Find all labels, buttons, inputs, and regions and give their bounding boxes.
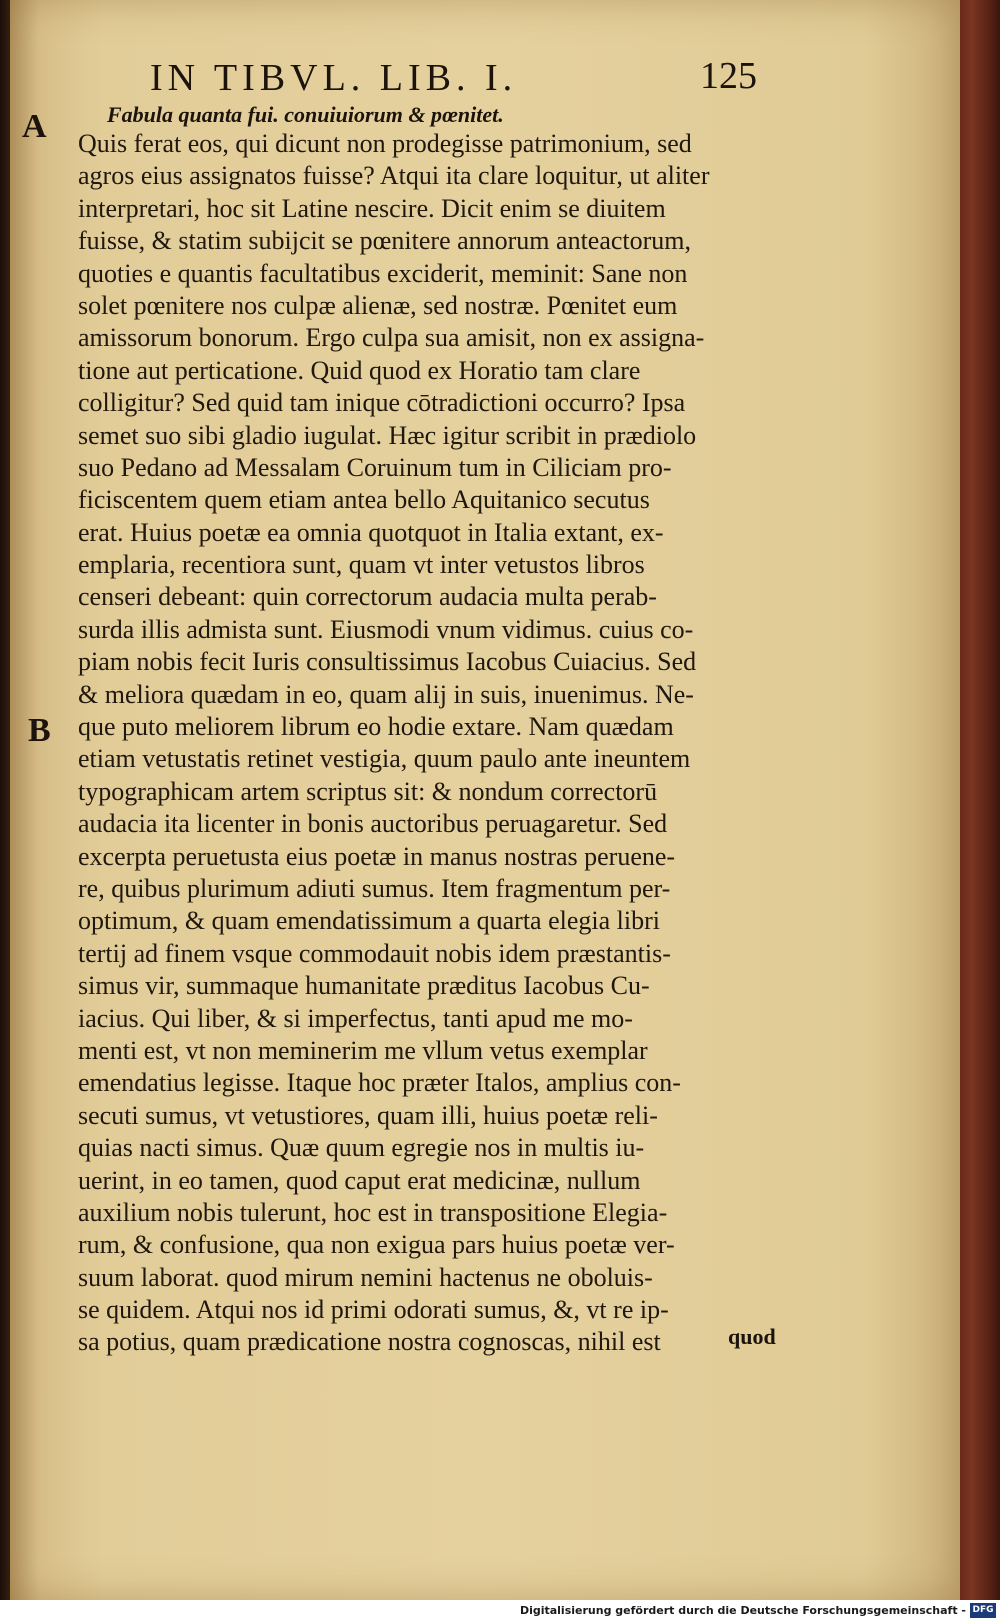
text-line: uerint, in eo tamen, quod caput erat medicinæ, nullum	[78, 1165, 641, 1195]
text-line: amissorum bonorum. Ergo culpa sua amisit, non ex assigna-	[78, 323, 705, 353]
text-line: emplaria, recentiora sunt, quam vt inter vetustos libros	[78, 550, 645, 580]
section-heading: Fabula quanta fui. conuiuiorum & pœnitet.	[107, 102, 504, 127]
text-line: etiam vetustatis retinet vestigia, quum paulo ante ineuntem	[78, 744, 691, 774]
book-page	[10, 0, 960, 1600]
text-line: semet suo sibi gladio iugulat. Hæc igitur scribit in prædiolo	[78, 420, 697, 450]
text-line: que puto meliorem librum eo hodie extare. Nam quædam	[78, 712, 674, 742]
text-line: piam nobis fecit Iuris consultissimus Iacobus Cuiacius. Sed	[78, 647, 697, 677]
book-binding-right	[960, 0, 1000, 1600]
text-line: audacia ita licenter in bonis auctoribus peruagaretur. Sed	[78, 809, 668, 839]
body-text	[78, 128, 780, 1359]
text-line: ficiscentem quem etiam antea bello Aquitanico secutus	[78, 485, 650, 515]
dfg-logo-icon: DFG	[970, 1603, 996, 1618]
text-line: menti est, vt non meminerim me vllum vetus exemplar	[78, 1035, 648, 1065]
text-line: quoties e quantis facultatibus exciderit, meminit: Sane non	[78, 258, 688, 288]
text-line: solet pœnitere nos culpæ alienæ, sed nostræ. Pœnitet eum	[78, 290, 678, 320]
margin-letter-a: A	[22, 108, 47, 145]
text-line: rum, & confusione, qua non exigua pars huius poetæ ver-	[78, 1230, 675, 1260]
text-line: optimum, & quam emendatissimum a quarta elegia libri	[78, 906, 660, 936]
text-line: suum laborat. quod mirum nemini hactenus ne oboluis-	[78, 1262, 653, 1292]
text-line: re, quibus plurimum adiuti sumus. Item fragmentum per-	[78, 873, 671, 903]
text-line: tertij ad finem vsque commodauit nobis idem præstantis-	[78, 938, 671, 968]
text-line: & meliora quædam in eo, quam alij in suis, inuenimus. Ne-	[78, 679, 694, 709]
text-line: se quidem. Atqui nos id primi odorati sumus, &, vt re ip-	[78, 1295, 669, 1325]
page-number: 125	[700, 55, 757, 97]
text-line: agros eius assignatos fuisse? Atqui ita clare loquitur, ut aliter	[78, 161, 710, 191]
text-line: typographicam artem scriptus sit: & nondum correctorū	[78, 776, 658, 806]
text-line: simus vir, summaque humanitate præditus Iacobus Cu-	[78, 971, 650, 1001]
text-line: surda illis admista sunt. Eiusmodi vnum vidimus. cuius co-	[78, 614, 694, 644]
text-line: quias nacti simus. Quæ quum egregie nos in multis iu-	[78, 1133, 645, 1163]
funding-credit: Digitalisierung gefördert durch die Deutsche Forschungsgemeinschaft -	[519, 1604, 966, 1617]
text-line: suo Pedano ad Messalam Coruinum tum in Ciliciam pro-	[78, 452, 672, 482]
margin-letter-b: B	[28, 712, 51, 749]
text-line: sa potius, quam prædicatione nostra cognoscas, nihil est	[78, 1327, 661, 1357]
text-line: emendatius legisse. Itaque hoc præter Italos, amplius con-	[78, 1068, 681, 1098]
text-line: iacius. Qui liber, & si imperfectus, tanti apud me mo-	[78, 1003, 633, 1033]
text-line: fuisse, & statim subijcit se pœnitere annorum anteactorum,	[78, 226, 692, 256]
catchword: quod	[728, 1324, 776, 1349]
text-line: secuti sumus, vt vetustiores, quam illi, huius poetæ reli-	[78, 1100, 658, 1130]
text-line: excerpta peruetusta eius poetæ in manus nostras peruene-	[78, 841, 676, 871]
text-line: colligitur? Sed quid tam inique cōtradictioni occurro? Ipsa	[78, 388, 686, 418]
running-head: IN TIBVL. LIB. I.	[150, 57, 518, 99]
text-line: tione aut perticatione. Quid quod ex Horatio tam clare	[78, 355, 641, 385]
footer-bar	[0, 1600, 1000, 1623]
text-line: interpretari, hoc sit Latine nescire. Dicit enim se diuitem	[78, 193, 666, 223]
text-line: Quis ferat eos, qui dicunt non prodegisse patrimonium, sed	[78, 129, 692, 158]
text-line: censeri debeant: quin correctorum audacia multa perab-	[78, 582, 657, 612]
text-line: auxilium nobis tulerunt, hoc est in transpositione Elegia-	[78, 1197, 668, 1227]
text-line: erat. Huius poetæ ea omnia quotquot in Italia extant, ex-	[78, 517, 664, 547]
